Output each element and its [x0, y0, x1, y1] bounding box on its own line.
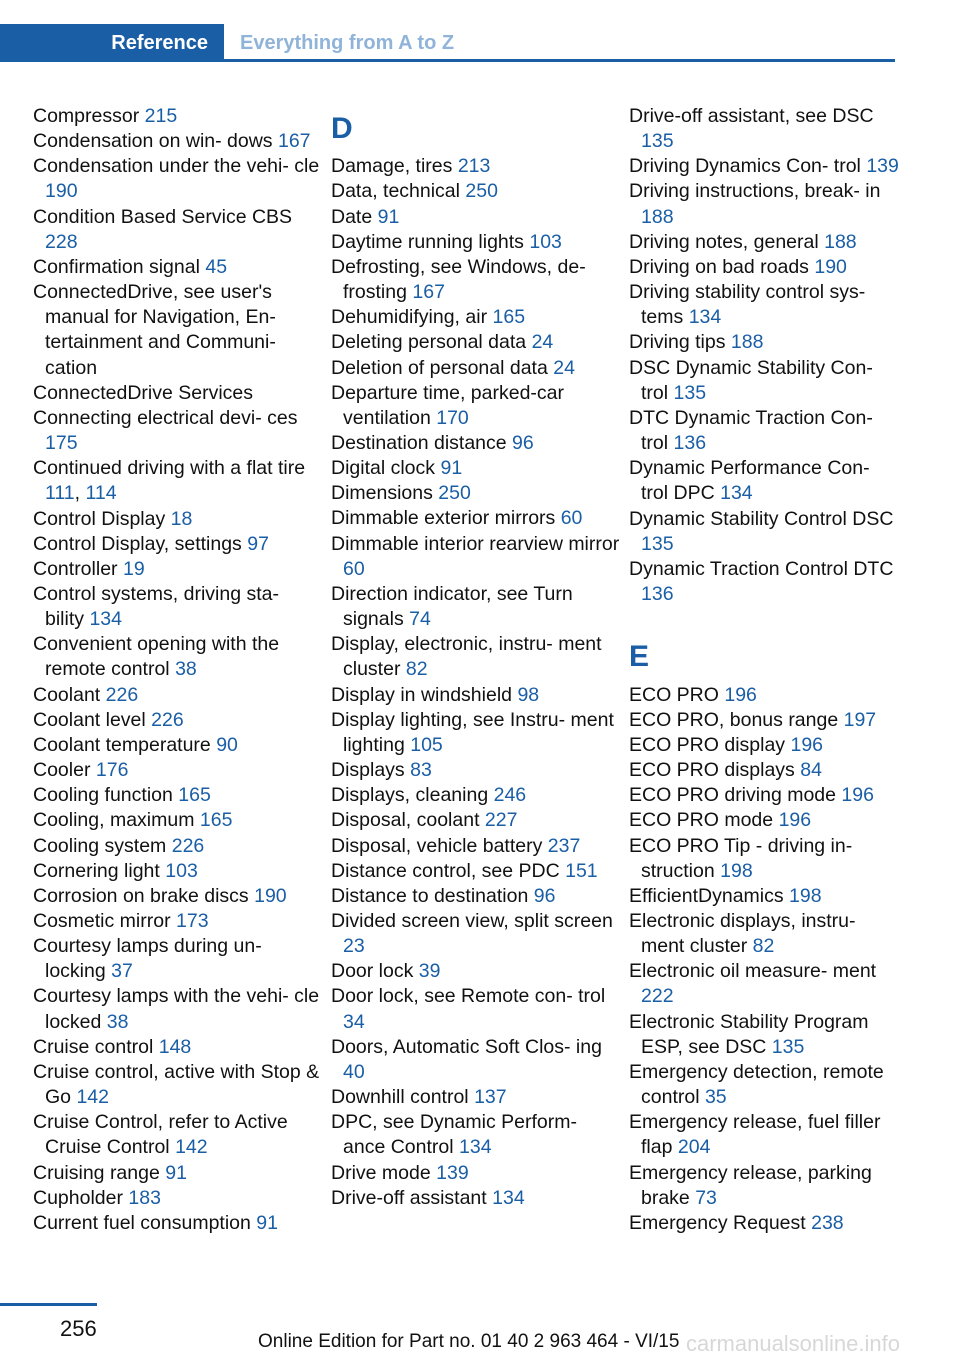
index-term: Compressor — [33, 105, 140, 127]
index-term: EfficientDynamics — [629, 884, 784, 907]
index-entry — [331, 532, 621, 582]
index-term: Emergency Request — [629, 1211, 806, 1234]
index-entry — [629, 1211, 899, 1236]
page-link[interactable]: 134 — [89, 608, 122, 631]
index-entry — [629, 356, 899, 406]
page-link[interactable]: 97 — [247, 532, 269, 555]
index-term: Defrosting, see Windows, de- frosting — [331, 255, 586, 304]
index-term: Deletion of personal data — [331, 356, 548, 379]
page-link[interactable]: 139 — [436, 1161, 469, 1184]
index-term: Digital clock — [331, 457, 436, 480]
index-term: Daytime running lights — [331, 230, 524, 253]
index-term: Displays — [331, 759, 405, 782]
page-link[interactable]: 188 — [641, 205, 674, 228]
index-entry — [33, 934, 323, 984]
index-entry — [331, 1035, 621, 1085]
index-entry — [33, 104, 323, 129]
index-term: Destination distance — [331, 432, 507, 455]
page-link[interactable]: 98 — [517, 683, 540, 706]
index-entry — [33, 834, 323, 859]
page-link[interactable]: 103 — [165, 859, 198, 882]
page-link[interactable]: 228 — [45, 230, 78, 253]
index-entry — [331, 1085, 621, 1110]
index-entry — [331, 506, 621, 531]
page-link[interactable]: 35 — [704, 1086, 727, 1109]
index-entry — [331, 959, 621, 984]
index-term: Dynamic Traction Control DTC — [629, 557, 894, 580]
index-term: Courtesy lamps with the vehi- cle locked — [33, 985, 320, 1033]
index-term: Confirmation signal — [33, 255, 200, 278]
index-term: Connecting electrical devi- ces — [33, 406, 298, 429]
page-link[interactable]: 84 — [800, 759, 822, 782]
index-entry — [629, 1060, 899, 1110]
index-term: Driving notes, general — [629, 230, 819, 253]
index-entry — [331, 834, 621, 859]
index-term: Emergency release, fuel filler flap — [629, 1111, 881, 1159]
page-link[interactable]: 18 — [170, 507, 193, 530]
index-entry — [629, 557, 899, 607]
index-term: Courtesy lamps during un- locking — [33, 935, 262, 983]
page-link[interactable]: 37 — [111, 960, 133, 983]
index-term: ECO PRO mode — [629, 809, 774, 832]
page-link[interactable]: 135 — [641, 532, 674, 555]
index-entry — [629, 179, 899, 229]
index-term: Display, electronic, instru- ment cluster — [331, 633, 602, 681]
index-entry — [33, 255, 323, 280]
index-entry — [629, 230, 899, 255]
index-entry — [33, 1211, 323, 1236]
index-entry — [331, 984, 621, 1034]
index-entry — [629, 456, 899, 506]
index-entry — [629, 154, 899, 179]
page-number: 256 — [60, 1316, 97, 1341]
index-entry — [629, 708, 899, 733]
index-term: DTC Dynamic Traction Con- trol — [629, 406, 873, 455]
page-link[interactable]: 226 — [151, 708, 184, 731]
page-link[interactable]: 190 — [45, 180, 78, 203]
page-link[interactable]: 196 — [841, 784, 874, 807]
index-entry — [331, 255, 621, 305]
index-term: Cooling system — [33, 834, 167, 857]
page-link[interactable]: 134 — [720, 482, 753, 505]
index-column-2 — [331, 104, 621, 1211]
index-term: Dimmable exterior mirrors — [331, 507, 556, 530]
index-term: Emergency release, parking brake — [629, 1161, 872, 1209]
page-link[interactable]: 237 — [547, 834, 581, 857]
index-term: Dehumidifying, air — [331, 306, 488, 329]
index-entry — [33, 154, 323, 204]
index-entry — [331, 381, 621, 431]
index-entry — [629, 507, 899, 557]
index-term: Divided screen view, split screen — [331, 909, 613, 932]
index-term: Coolant level — [33, 708, 146, 731]
index-entry — [331, 808, 621, 833]
index-term: ConnectedDrive, see user's manual for Navigation, En- tertainment and Communi- cation — [33, 281, 276, 379]
index-term: Door lock — [331, 960, 414, 983]
section-letter: D — [331, 112, 353, 145]
page-link[interactable]: 213 — [457, 155, 491, 178]
header-rule — [224, 59, 895, 62]
index-entry — [629, 1161, 899, 1211]
edition-note: Online Edition for Part no. 01 40 2 963 464 - VI/15 — [258, 1331, 680, 1352]
index-entry — [33, 758, 323, 783]
page-link[interactable]: 222 — [641, 985, 674, 1008]
index-term: Distance control, see PDC — [331, 859, 560, 882]
page-link[interactable]: 111 — [45, 482, 75, 505]
index-term: Damage, tires — [331, 155, 453, 178]
index-entry — [331, 582, 621, 632]
index-entry — [33, 381, 323, 406]
index-entry — [331, 154, 621, 179]
index-entry — [33, 632, 323, 682]
index-entry — [331, 230, 621, 255]
page-link[interactable]: 226 — [105, 683, 139, 706]
index-entry — [331, 1161, 621, 1186]
index-term: Door lock, see Remote con- trol — [331, 985, 606, 1008]
page-link[interactable]: 19 — [122, 557, 145, 580]
page-link[interactable]: 227 — [484, 809, 518, 832]
page-link[interactable]: 114 — [85, 482, 117, 505]
index-term: Cooling function — [33, 784, 173, 807]
section-tab-a-to-z[interactable]: Everything from A to Z — [240, 31, 455, 54]
index-entry — [629, 959, 899, 1009]
index-entry — [629, 683, 899, 708]
index-entry — [33, 1110, 323, 1160]
index-entry — [331, 758, 621, 783]
page-link[interactable]: 23 — [343, 935, 365, 958]
index-entry — [629, 280, 899, 330]
index-entry — [629, 104, 899, 154]
index-term: Cruise control — [33, 1035, 154, 1058]
index-entry — [629, 406, 899, 456]
index-entry — [629, 255, 899, 280]
page-link[interactable]: 183 — [128, 1186, 161, 1209]
index-term: Disposal, vehicle battery — [331, 834, 543, 857]
index-entry — [33, 1161, 323, 1186]
page-link[interactable]: 24 — [553, 356, 575, 379]
index-term: Distance to destination — [331, 884, 529, 907]
index-term: Cosmetic mirror — [33, 910, 171, 932]
page-link[interactable]: 173 — [176, 910, 209, 932]
index-term: Cruising range — [33, 1161, 160, 1184]
index-term: Cornering light — [33, 859, 160, 882]
index-entry — [33, 582, 323, 632]
page-link[interactable]: 170 — [436, 406, 469, 429]
index-term: Drive-off assistant — [331, 1186, 487, 1209]
index-entry — [629, 808, 899, 833]
index-term: Dimmable interior rearview mirror — [331, 532, 620, 555]
page-link[interactable]: 91 — [377, 205, 400, 228]
page-link[interactable]: 60 — [560, 507, 583, 530]
index-entry — [33, 532, 323, 557]
index-entry — [331, 708, 621, 758]
index-term: Emergency detection, remote control — [629, 1060, 884, 1109]
index-term: Data, technical — [331, 180, 460, 203]
index-entry — [33, 909, 323, 934]
index-term: ECO PRO Tip - driving in- struction — [629, 834, 853, 882]
index-entry — [629, 909, 899, 959]
index-entry — [331, 1186, 621, 1211]
section-letter: E — [629, 640, 650, 674]
index-term: Electronic Stability Program ESP, see DSC — [629, 1010, 869, 1058]
index-term: Control Display — [33, 507, 166, 530]
page-link[interactable]: 73 — [695, 1186, 717, 1209]
page-link[interactable]: 39 — [418, 960, 441, 983]
index-entry — [331, 884, 621, 909]
page-link[interactable]: 91 — [256, 1211, 278, 1234]
index-term: DPC, see Dynamic Perform- ance Control — [331, 1111, 577, 1159]
index-term: Driving instructions, break- in — [629, 180, 881, 203]
index-term: Electronic oil measure- ment — [629, 960, 877, 983]
page-link[interactable]: 38 — [106, 1010, 129, 1033]
index-entry — [629, 1110, 899, 1160]
page-link[interactable]: 151 — [565, 859, 598, 882]
page-link[interactable]: 90 — [216, 733, 238, 756]
page-link[interactable]: 137 — [474, 1086, 507, 1109]
index-entry — [629, 758, 899, 783]
index-term: Dynamic Stability Control DSC — [629, 507, 894, 530]
index-term: Control systems, driving sta- bility — [33, 582, 279, 631]
page-link[interactable]: 175 — [45, 432, 78, 455]
page-link[interactable]: 82 — [752, 935, 775, 958]
index-entry — [331, 456, 621, 481]
page-link[interactable]: 198 — [789, 884, 822, 907]
index-entry — [33, 808, 323, 833]
index-term: Controller — [33, 557, 118, 580]
page-link[interactable]: 142 — [175, 1136, 208, 1159]
index-term: Driving Dynamics Con- trol — [629, 155, 861, 178]
index-term: ECO PRO displays — [629, 759, 795, 782]
page-link[interactable]: 96 — [533, 884, 556, 907]
page-link[interactable]: 188 — [730, 331, 764, 354]
index-entry — [33, 984, 323, 1034]
index-term: Cupholder — [33, 1186, 123, 1209]
index-entry — [331, 431, 621, 456]
page-link[interactable]: 190 — [254, 884, 287, 907]
index-term: Driving stability control sys- tems — [629, 281, 866, 329]
index-entry — [33, 1186, 323, 1211]
index-term: Driving tips — [629, 331, 726, 354]
page-link[interactable]: 45 — [205, 255, 228, 278]
page-link[interactable]: 134 — [459, 1136, 492, 1159]
index-term: Cruise control, active with Stop & Go — [33, 1060, 320, 1109]
index-entry — [33, 557, 323, 582]
page-link[interactable]: 250 — [465, 180, 498, 203]
index-term: Cooling, maximum — [33, 809, 195, 832]
page-link[interactable]: 197 — [843, 708, 877, 731]
index-entry — [331, 909, 621, 959]
footer-rule — [0, 1303, 97, 1306]
page-link[interactable]: 176 — [95, 759, 129, 782]
page-link[interactable]: 167 — [277, 130, 311, 153]
index-term: Cooler — [33, 759, 91, 782]
index-entry: Continued driving with a flat tire 111, 114 — [33, 457, 306, 505]
index-entry — [331, 179, 621, 204]
page-link[interactable]: 204 — [677, 1136, 711, 1159]
index-entry — [33, 1060, 323, 1110]
index-entry — [331, 683, 621, 708]
index-entry — [33, 859, 323, 884]
index-term: Condition Based Service CBS — [33, 205, 293, 228]
index-term: Downhill control — [331, 1086, 469, 1109]
index-term: Dynamic Performance Con- trol DPC — [629, 457, 870, 505]
index-entry — [33, 406, 323, 456]
index-entry — [331, 1110, 621, 1160]
index-term: ECO PRO — [629, 683, 719, 706]
page-link[interactable]: 246 — [493, 784, 527, 807]
page-link[interactable]: 148 — [158, 1035, 192, 1058]
index-column-3 — [629, 104, 899, 1236]
page-link[interactable]: 196 — [790, 733, 824, 756]
index-entry — [331, 481, 621, 506]
index-term: Condensation under the vehi- cle — [33, 155, 320, 178]
watermark-logo: carmanualsonline.info — [685, 1331, 900, 1356]
page-link[interactable]: 136 — [641, 582, 674, 605]
index-entry — [33, 1035, 323, 1060]
page-link[interactable]: 91 — [165, 1161, 187, 1184]
index-entry — [33, 733, 323, 758]
index-entry — [331, 783, 621, 808]
page-link[interactable]: 103 — [529, 230, 562, 253]
index-term: Coolant — [33, 683, 101, 706]
page-link[interactable]: 165 — [178, 784, 211, 807]
page-link[interactable]: 91 — [440, 457, 463, 480]
index-entry — [629, 884, 899, 909]
index-term: Display lighting, see Instru- ment lighting — [331, 708, 614, 756]
index-term: Drive mode — [331, 1161, 431, 1184]
index-entry — [33, 884, 323, 909]
page-link[interactable]: 136 — [673, 432, 707, 455]
index-entry — [629, 783, 899, 808]
page-link[interactable]: 167 — [412, 281, 445, 304]
page-link[interactable]: 74 — [409, 608, 431, 631]
page-link[interactable]: 134 — [688, 306, 722, 329]
index-entry — [331, 356, 621, 381]
index-entry — [629, 733, 899, 758]
page-link[interactable]: 40 — [343, 1060, 365, 1083]
page-link[interactable]: 142 — [76, 1086, 109, 1109]
page-link[interactable]: 196 — [778, 809, 812, 832]
index-entry — [33, 280, 323, 381]
page-link[interactable]: 250 — [438, 482, 471, 505]
index-term: ECO PRO display — [629, 733, 786, 756]
index-term: Condensation on win- dows — [33, 130, 273, 153]
index-entry — [33, 129, 323, 154]
index-term: Corrosion on brake discs — [33, 884, 249, 907]
index-entry — [629, 330, 899, 355]
page-link[interactable]: 38 — [175, 658, 197, 681]
index-term: ECO PRO driving mode — [629, 784, 836, 807]
index-term: Display in windshield — [331, 683, 513, 706]
index-term: Disposal, coolant — [331, 809, 480, 832]
index-column-1 — [33, 104, 323, 1236]
page-link[interactable]: 190 — [814, 255, 847, 278]
page-link[interactable]: 60 — [343, 557, 365, 580]
page-link[interactable]: 135 — [673, 381, 707, 404]
index-entry — [33, 683, 323, 708]
index-term: Coolant temperature — [33, 733, 211, 756]
page-link[interactable]: 165 — [199, 809, 233, 832]
page-link[interactable]: 238 — [811, 1211, 844, 1234]
page-header — [0, 24, 895, 62]
page-link[interactable]: 226 — [171, 834, 205, 857]
page-link[interactable]: 83 — [410, 759, 432, 782]
page-link[interactable]: 105 — [410, 733, 443, 756]
index-term: ConnectedDrive Services — [33, 381, 254, 404]
index-entry — [629, 1010, 899, 1060]
index-term: Continued driving with a flat tire — [33, 457, 306, 480]
page-link[interactable]: 34 — [343, 1010, 365, 1033]
page-link[interactable]: 165 — [492, 306, 526, 329]
page-link[interactable]: 139 — [866, 155, 899, 178]
index-term: Direction indicator, see Turn signals — [331, 582, 573, 631]
index-term: Driving on bad roads — [629, 255, 809, 278]
index-entry — [33, 708, 323, 733]
index-entry — [331, 330, 621, 355]
index-entry — [331, 632, 621, 682]
index-term: Cruise Control, refer to Active Cruise Control — [33, 1111, 288, 1159]
index-entry — [33, 507, 323, 532]
page-link[interactable]: 215 — [144, 105, 178, 127]
page-link[interactable]: 134 — [492, 1186, 525, 1209]
index-term: Date — [331, 205, 373, 228]
index-entry — [331, 205, 621, 230]
index-entry — [629, 834, 899, 884]
index-term: Dimensions — [331, 482, 433, 505]
index-term: Doors, Automatic Soft Clos- ing — [331, 1035, 602, 1058]
index-entry — [33, 783, 323, 808]
page-link[interactable]: 24 — [531, 331, 554, 354]
index-entry — [331, 305, 621, 330]
page-link[interactable]: 188 — [824, 230, 857, 253]
page-link[interactable]: 135 — [771, 1035, 805, 1058]
index-term: Control Display, settings — [33, 532, 242, 555]
section-tab-reference[interactable]: Reference — [0, 24, 224, 62]
index-term: DSC Dynamic Stability Con- trol — [629, 356, 873, 404]
index-term: ECO PRO, bonus range — [629, 708, 839, 731]
page-link[interactable]: 135 — [641, 130, 674, 153]
index-term: Displays, cleaning — [331, 784, 489, 807]
index-entry — [331, 859, 621, 884]
index-term: Drive-off assistant, see DSC — [629, 105, 874, 127]
page-link[interactable]: 96 — [512, 432, 534, 455]
page-link[interactable]: 198 — [720, 859, 753, 882]
page-link[interactable]: 82 — [405, 658, 428, 681]
index-term: Current fuel consumption — [33, 1211, 251, 1234]
index-term: Deleting personal data — [331, 331, 527, 354]
index-term: Electronic displays, instru- ment cluster — [629, 909, 856, 958]
index-term: Convenient opening with the remote control — [33, 633, 280, 681]
index-entry — [33, 205, 323, 255]
index-term: Departure time, parked-car ventilation — [331, 381, 565, 429]
page-link[interactable]: 196 — [724, 683, 757, 706]
